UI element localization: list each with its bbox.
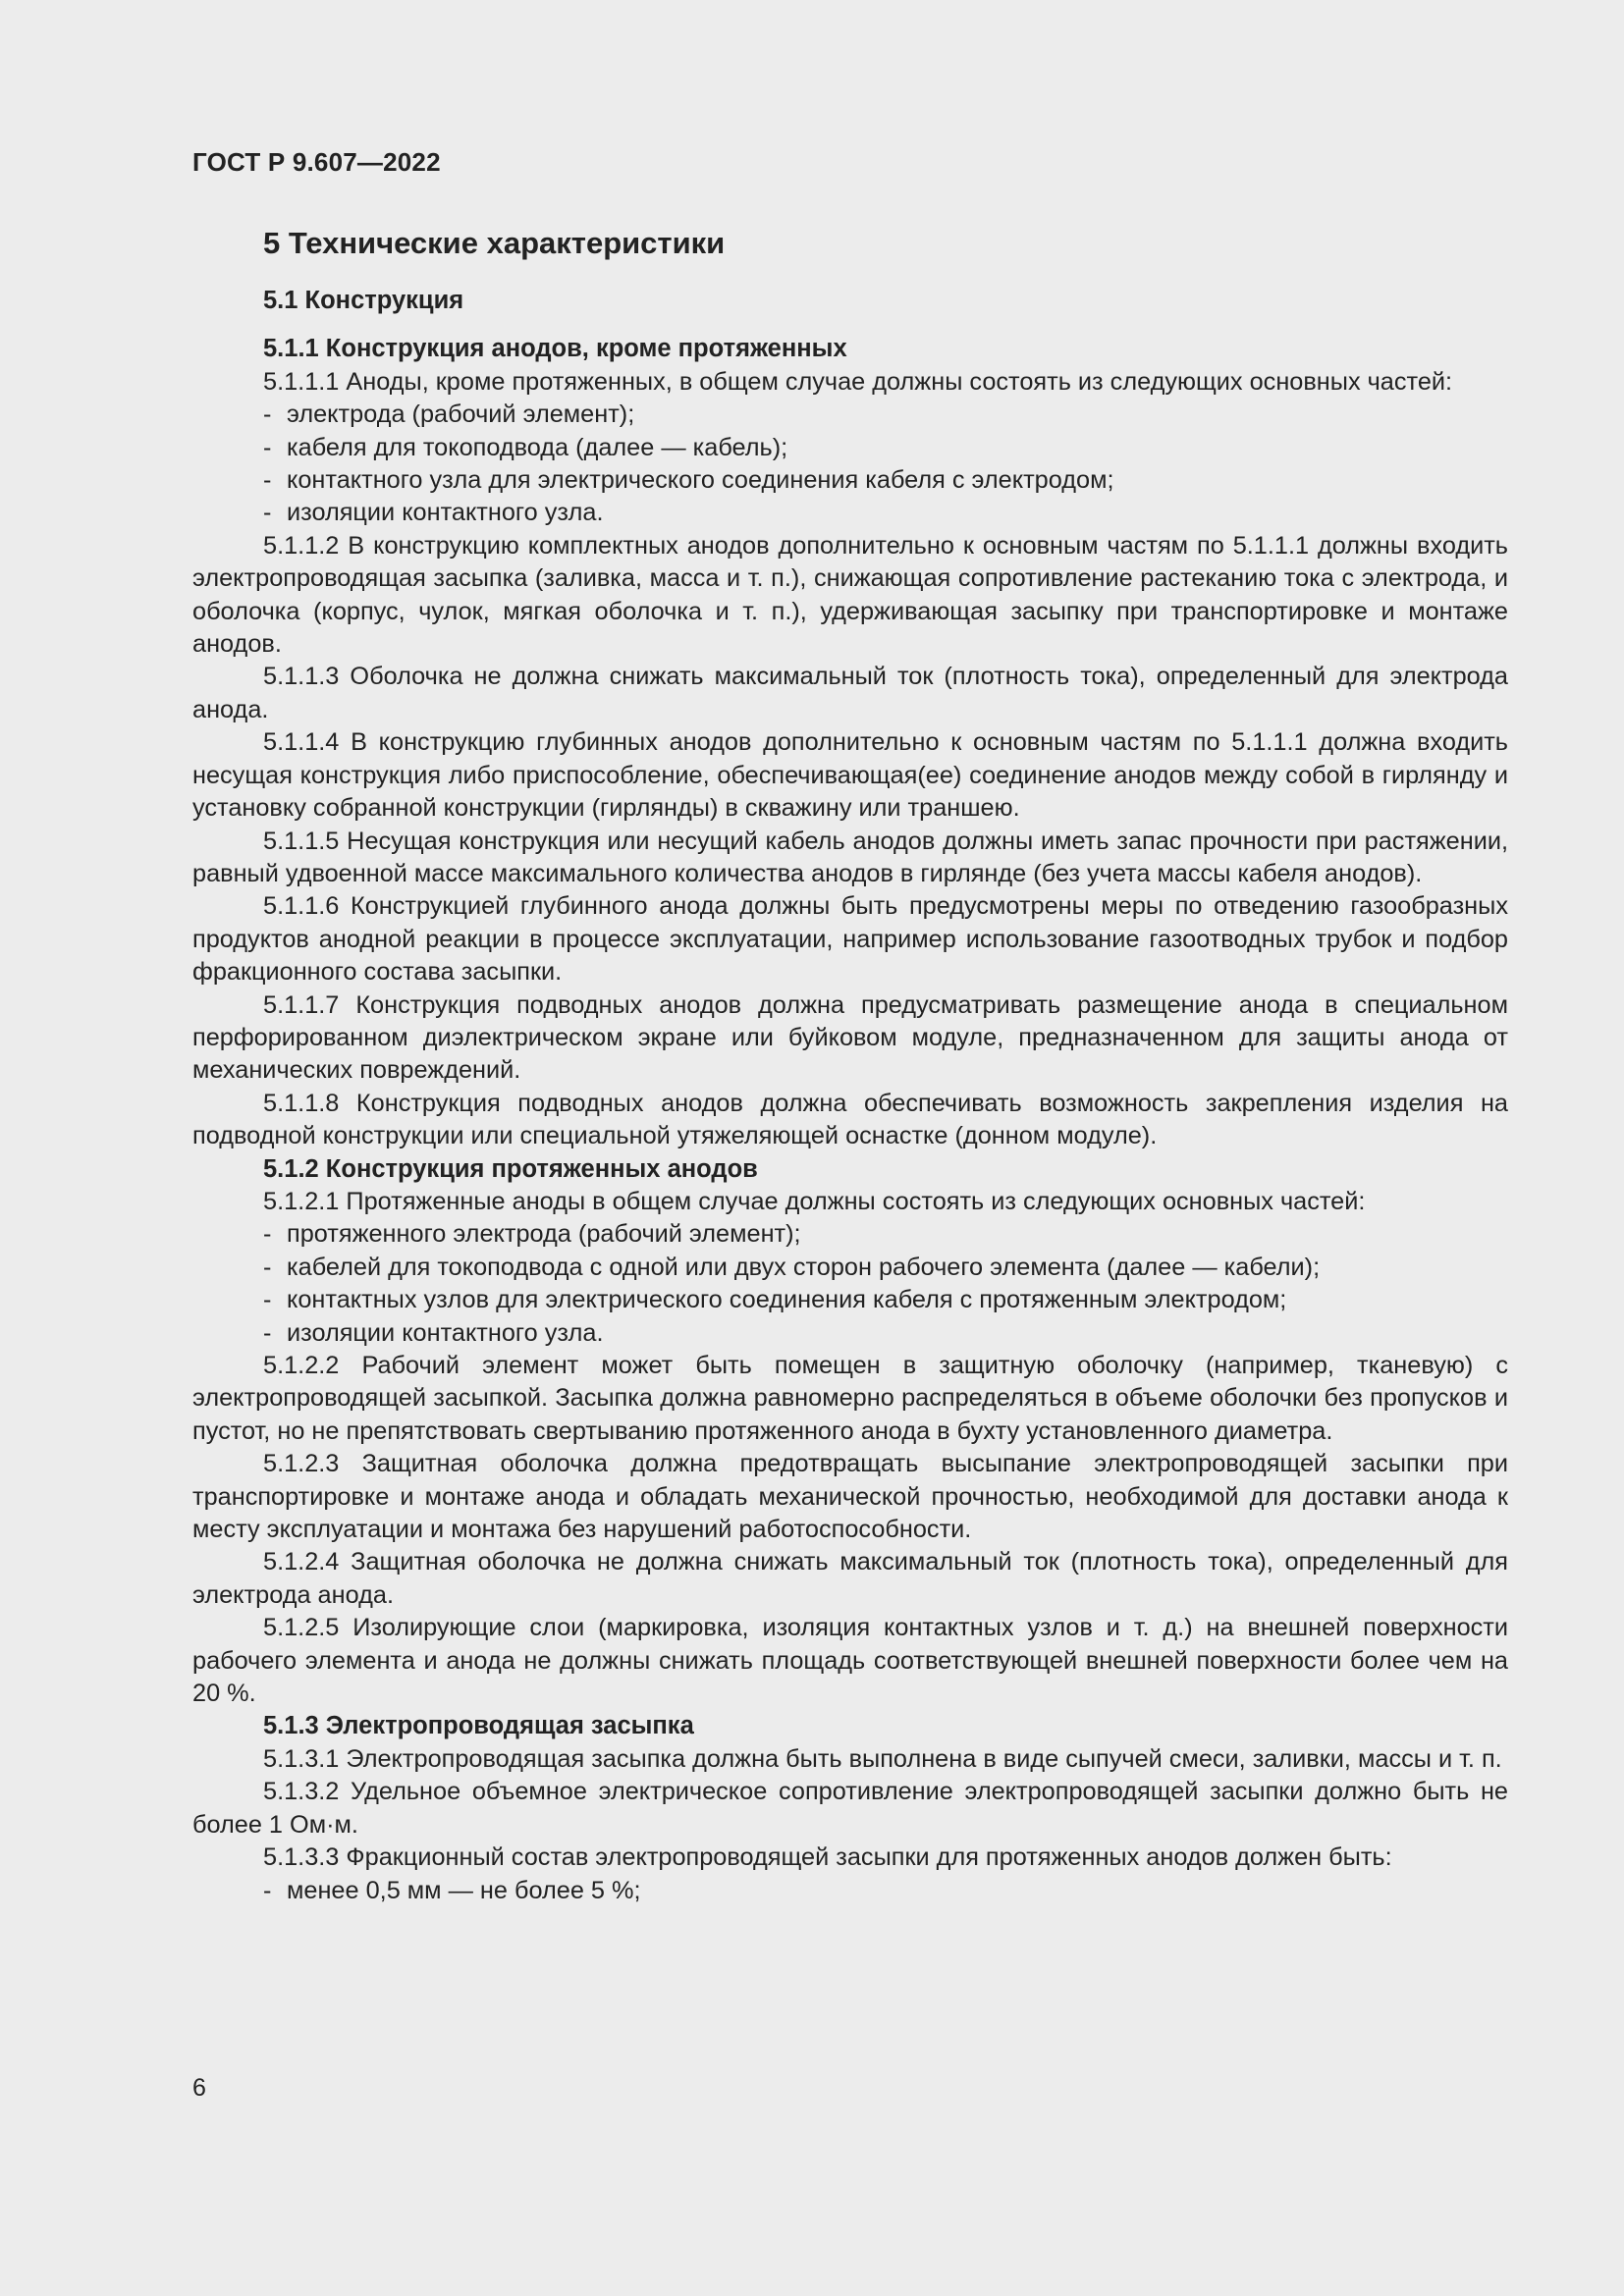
section-title: 5 Технические характеристики [263,226,726,260]
clause-5-1-2-4: 5.1.2.4 Защитная оболочка не должна снижать максимальный ток (плотность тока), определенный для электрода анода. [192,1548,1508,1609]
list-item-text: контактного узла для электрического соединения кабеля с электродом; [287,466,1114,495]
list-item [192,1317,1508,1350]
subsection-title: 5.1 Конструкция [263,287,464,314]
document-header: ГОСТ Р 9.607—2022 [192,147,441,177]
clause-5-1-1-title: 5.1.1 Конструкция анодов, кроме протяженных [263,335,847,363]
page-number: 6 [192,2074,206,2102]
list-item [192,1875,1508,1907]
list-dash: - [263,1876,272,1904]
list-dash: - [263,1220,272,1249]
list-dash: - [263,1253,272,1281]
list-item [192,497,1508,529]
clause-5-1-1-2: 5.1.1.2 В конструкцию комплектных анодов дополнительно к основным частям по 5.1.1.1 должны входить электропроводящая засыпка (заливка, масса и т. п.), снижающая сопротивление растеканию тока с электрода, и оболочка (корпус, чулок, мягкая оболочка и т. п.), удерживающая засыпку при транспортировке и монтаже анодов. [192,531,1508,659]
clause-5-1-1-7: 5.1.1.7 Конструкция подводных анодов должна предусматривать размещение анода в специальном перфорированном диэлектрическом экране или буйковом модуле, предназначенном для защиты анода от механических повреждений. [192,990,1508,1085]
list-item [192,1252,1508,1284]
list-dash: - [263,499,272,527]
list-dash: - [263,466,272,495]
list-dash: - [263,400,272,429]
clause-5-1-1-5: 5.1.1.5 Несущая конструкция или несущий кабель анодов должны иметь запас прочности при растяжении, равный удвоенной массе максимального количества анодов в гирлянде (без учета массы кабеля анодов). [192,827,1508,887]
list-item-text: кабелей для токоподвода с одной или двух сторон рабочего элемента (далее — кабели); [287,1253,1321,1281]
clause-5-1-2-3: 5.1.2.3 Защитная оболочка должна предотвращать высыпание электропроводящей засыпки при транспортировке и монтаже анода и обладать механической прочностью, необходимой для доставки анода к месту эксплуатации и монтажа без нарушений работоспособности. [192,1450,1508,1544]
list-dash: - [263,1286,272,1314]
list-item-text: кабеля для токоподвода (далее — кабель); [287,433,788,461]
clause-5-1-2-2: 5.1.2.2 Рабочий элемент может быть помещен в защитную оболочку (например, тканевую) с электропроводящей засыпкой. Засыпка должна равномерно распределяться в объеме оболочки без пропусков и пустот, но не препятствовать свертыванию протяженного анода в бухту установленного диаметра. [192,1352,1508,1445]
list-item-text: протяженного электрода (рабочий элемент); [287,1220,801,1249]
document-body [192,224,1508,1907]
list-item-text: изоляции контактного узла. [287,1318,604,1347]
clause-5-1-3-2: 5.1.3.2 Удельное объемное электрическое сопротивление электропроводящей засыпки должно быть не более 1 Ом·м. [192,1778,1508,1839]
list-item [192,432,1508,464]
list-item-text: изоляции контактного узла. [287,499,604,527]
clause-5-1-1-4: 5.1.1.4 В конструкцию глубинных анодов дополнительно к основным частям по 5.1.1.1 должна входить несущая конструкция либо приспособление, обеспечивающая(ее) соединение анодов между собой в гирлянду и установку собранной конструкции (гирлянды) в скважину или траншею. [192,728,1508,823]
clause-5-1-1-1: 5.1.1.1 Аноды, кроме протяженных, в общем случае должны состоять из следующих основных частей: [263,367,1453,396]
list-item-text: менее 0,5 мм — не более 5 %; [287,1876,641,1904]
list-item [192,1218,1508,1251]
list-item-text: контактных узлов для электрического соединения кабеля с протяженным электродом; [287,1286,1287,1314]
list-item-text: электрода (рабочий элемент); [287,400,635,429]
list-dash: - [263,433,272,461]
clause-5-1-2-1: 5.1.2.1 Протяженные аноды в общем случае должны состоять из следующих основных частей: [263,1187,1366,1215]
clause-5-1-2-title: 5.1.2 Конструкция протяженных анодов [263,1154,758,1183]
list-item [192,399,1508,431]
clause-5-1-3-3: 5.1.3.3 Фракционный состав электропроводящей засыпки для протяженных анодов должен быть: [263,1843,1392,1872]
clause-5-1-1-3: 5.1.1.3 Оболочка не должна снижать максимальный ток (плотность тока), определенный для электрода анода. [192,663,1508,723]
list-item [192,1284,1508,1316]
clause-5-1-1-6: 5.1.1.6 Конструкцией глубинного анода должны быть предусмотрены меры по отведению газообразных продуктов анодной реакции в процессе эксплуатации, например использование газоотводных трубок и подбор фракционного состава засыпки. [192,892,1508,987]
clause-5-1-3-1: 5.1.3.1 Электропроводящая засыпка должна быть выполнена в виде сыпучей смеси, заливки, массы и т. п. [263,1744,1502,1773]
clause-5-1-1-8: 5.1.1.8 Конструкция подводных анодов должна обеспечивать возможность закрепления изделия на подводной конструкции или специальной утяжеляющей оснастке (донном модуле). [192,1089,1508,1150]
list-item [192,464,1508,497]
clause-5-1-3-title: 5.1.3 Электропроводящая засыпка [263,1712,694,1740]
clause-5-1-2-5: 5.1.2.5 Изолирующие слои (маркировка, изоляция контактных узлов и т. д.) на внешней поверхности рабочего элемента и анода не должны снижать площадь соответствующей внешней поверхности более чем на 20 %. [192,1614,1508,1708]
list-dash: - [263,1318,272,1347]
